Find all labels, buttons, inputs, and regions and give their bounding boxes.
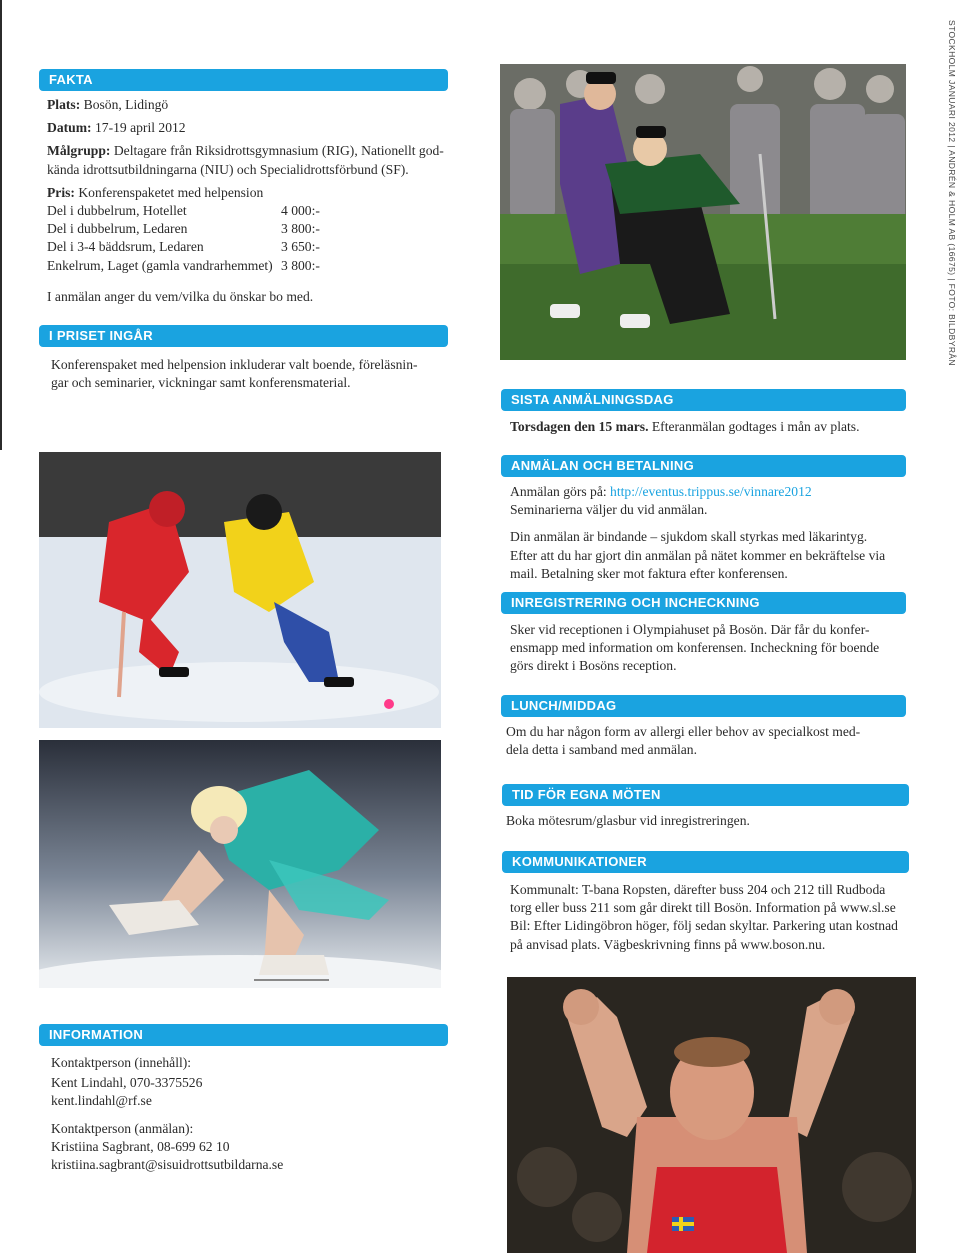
anmalan-line: mail. Betalning sker mot faktura efter konferensen. bbox=[510, 565, 788, 581]
inreg-line: Sker vid receptionen i Olympiahuset på Bosön. Där får du konfer- bbox=[510, 622, 870, 637]
price-row: Del i 3-4 bäddsrum, Ledaren 3 650:- bbox=[47, 239, 320, 255]
anmalan-block bbox=[510, 483, 920, 583]
sista-header: SISTA ANMÄLNINGSDAG bbox=[501, 389, 906, 411]
page-edge-line bbox=[0, 0, 2, 450]
figure-skating-photo bbox=[39, 740, 441, 988]
fakta-header: FAKTA bbox=[39, 69, 448, 91]
komm-block bbox=[510, 881, 930, 954]
inreg-line: ensmapp med information om konferensen. Incheckning för boende bbox=[510, 640, 880, 656]
komm-header: KOMMUNIKATIONER bbox=[502, 851, 909, 873]
lunch-block bbox=[506, 723, 916, 759]
inreg-header: INREGISTRERING OCH INCHECKNING bbox=[501, 592, 906, 614]
contact-email[interactable]: kent.lindahl@rf.se bbox=[51, 1093, 152, 1109]
ingar-header: I PRISET INGÅR bbox=[39, 325, 448, 347]
info-header: INFORMATION bbox=[39, 1024, 448, 1046]
komm-line: på anvisad plats. Vägbeskrivning finns på www.boson.nu. bbox=[510, 936, 826, 952]
ingar-block bbox=[51, 356, 451, 392]
anmalan-header: ANMÄLAN OCH BETALNING bbox=[501, 455, 906, 477]
price-row: Del i dubbelrum, Ledaren 3 800:- bbox=[47, 221, 320, 237]
lunch-line: dela detta i samband med anmälan. bbox=[506, 742, 697, 758]
contact-title: Kontaktperson (anmälan): bbox=[51, 1120, 194, 1136]
info-block bbox=[51, 1054, 451, 1174]
golf-photo bbox=[500, 64, 906, 360]
price-row: Del i dubbelrum, Hotellet 4 000:- bbox=[47, 203, 320, 219]
datum-line: Datum: 17-19 april 2012 bbox=[47, 120, 186, 136]
inreg-line: görs direkt i Bosöns reception. bbox=[510, 658, 677, 674]
fakta-note: I anmälan anger du vem/vilka du önskar bo med. bbox=[47, 288, 314, 304]
sista-line: Torsdagen den 15 mars. Efteranmälan godtages i mån av plats. bbox=[510, 419, 860, 434]
anmalan-line: Efter att du har gjort din anmälan på nätet kommer en bekräftelse via bbox=[510, 547, 886, 563]
wrestler-photo bbox=[507, 977, 916, 1253]
anmalan-line: Din anmälan är bindande – sjukdom skall styrkas med läkarintyg. bbox=[510, 529, 868, 545]
lunch-line: Om du har någon form av allergi eller behov av specialkost med- bbox=[506, 724, 861, 739]
moten-header: TID FÖR EGNA MÖTEN bbox=[502, 784, 909, 806]
anmalan-line: Seminarierna väljer du vid anmälan. bbox=[510, 502, 708, 518]
pris-line: Pris: Konferenspaketet med helpension bbox=[47, 184, 264, 200]
anmalan-line: Anmälan görs på: http://eventus.trippus.se/vinnare2012 bbox=[510, 484, 812, 499]
moten-line: Boka mötesrum/glasbur vid inregistreringen. bbox=[506, 813, 750, 828]
contact-name: Kristiina Sagbrant, 08-699 62 10 bbox=[51, 1138, 230, 1154]
plats-line: Plats: Bosön, Lidingö bbox=[47, 97, 169, 112]
komm-line: Kommunalt: T-bana Ropsten, därefter buss 204 och 212 till Rudboda bbox=[510, 882, 886, 897]
sidebar-credit: STOCKHOLM JANUARI 2012 | ANDRÉN & HOLM AB (16675) | FOTO: BILDBYRÅN bbox=[947, 20, 957, 366]
price-row: Enkelrum, Laget (gamla vandrarhemmet) 3 800:- bbox=[47, 257, 320, 273]
malgrupp-line: Målgrupp: Deltagare från Riksidrottsgymnasium (RIG), Nationellt god- bbox=[47, 143, 444, 159]
ingar-line: gar och seminarier, vickningar samt konferensmaterial. bbox=[51, 375, 351, 391]
bandy-photo bbox=[39, 452, 441, 728]
fakta-block bbox=[47, 96, 447, 306]
inreg-block bbox=[510, 621, 920, 676]
contact-title: Kontaktperson (innehåll): bbox=[51, 1055, 192, 1070]
registration-link[interactable]: http://eventus.trippus.se/vinnare2012 bbox=[610, 484, 812, 499]
contact-name: Kent Lindahl, 070-3375526 bbox=[51, 1075, 203, 1091]
malgrupp-line-2: kända idrottsutbildningarna (NIU) och Specialidrottsförbund (SF). bbox=[47, 161, 409, 177]
komm-line: torg eller buss 211 som går direkt till Bosön. Information på www.sl.se bbox=[510, 900, 896, 916]
ingar-line: Konferenspaket med helpension inkluderar valt boende, föreläsnin- bbox=[51, 357, 418, 372]
lunch-header: LUNCH/MIDDAG bbox=[501, 695, 906, 717]
komm-line: Bil: Efter Lidingöbron höger, följ sedan skyltar. Parkering utan kostnad bbox=[510, 918, 898, 934]
contact-email[interactable]: kristiina.sagbrant@sisuidrottsutbildarna.se bbox=[51, 1157, 284, 1173]
